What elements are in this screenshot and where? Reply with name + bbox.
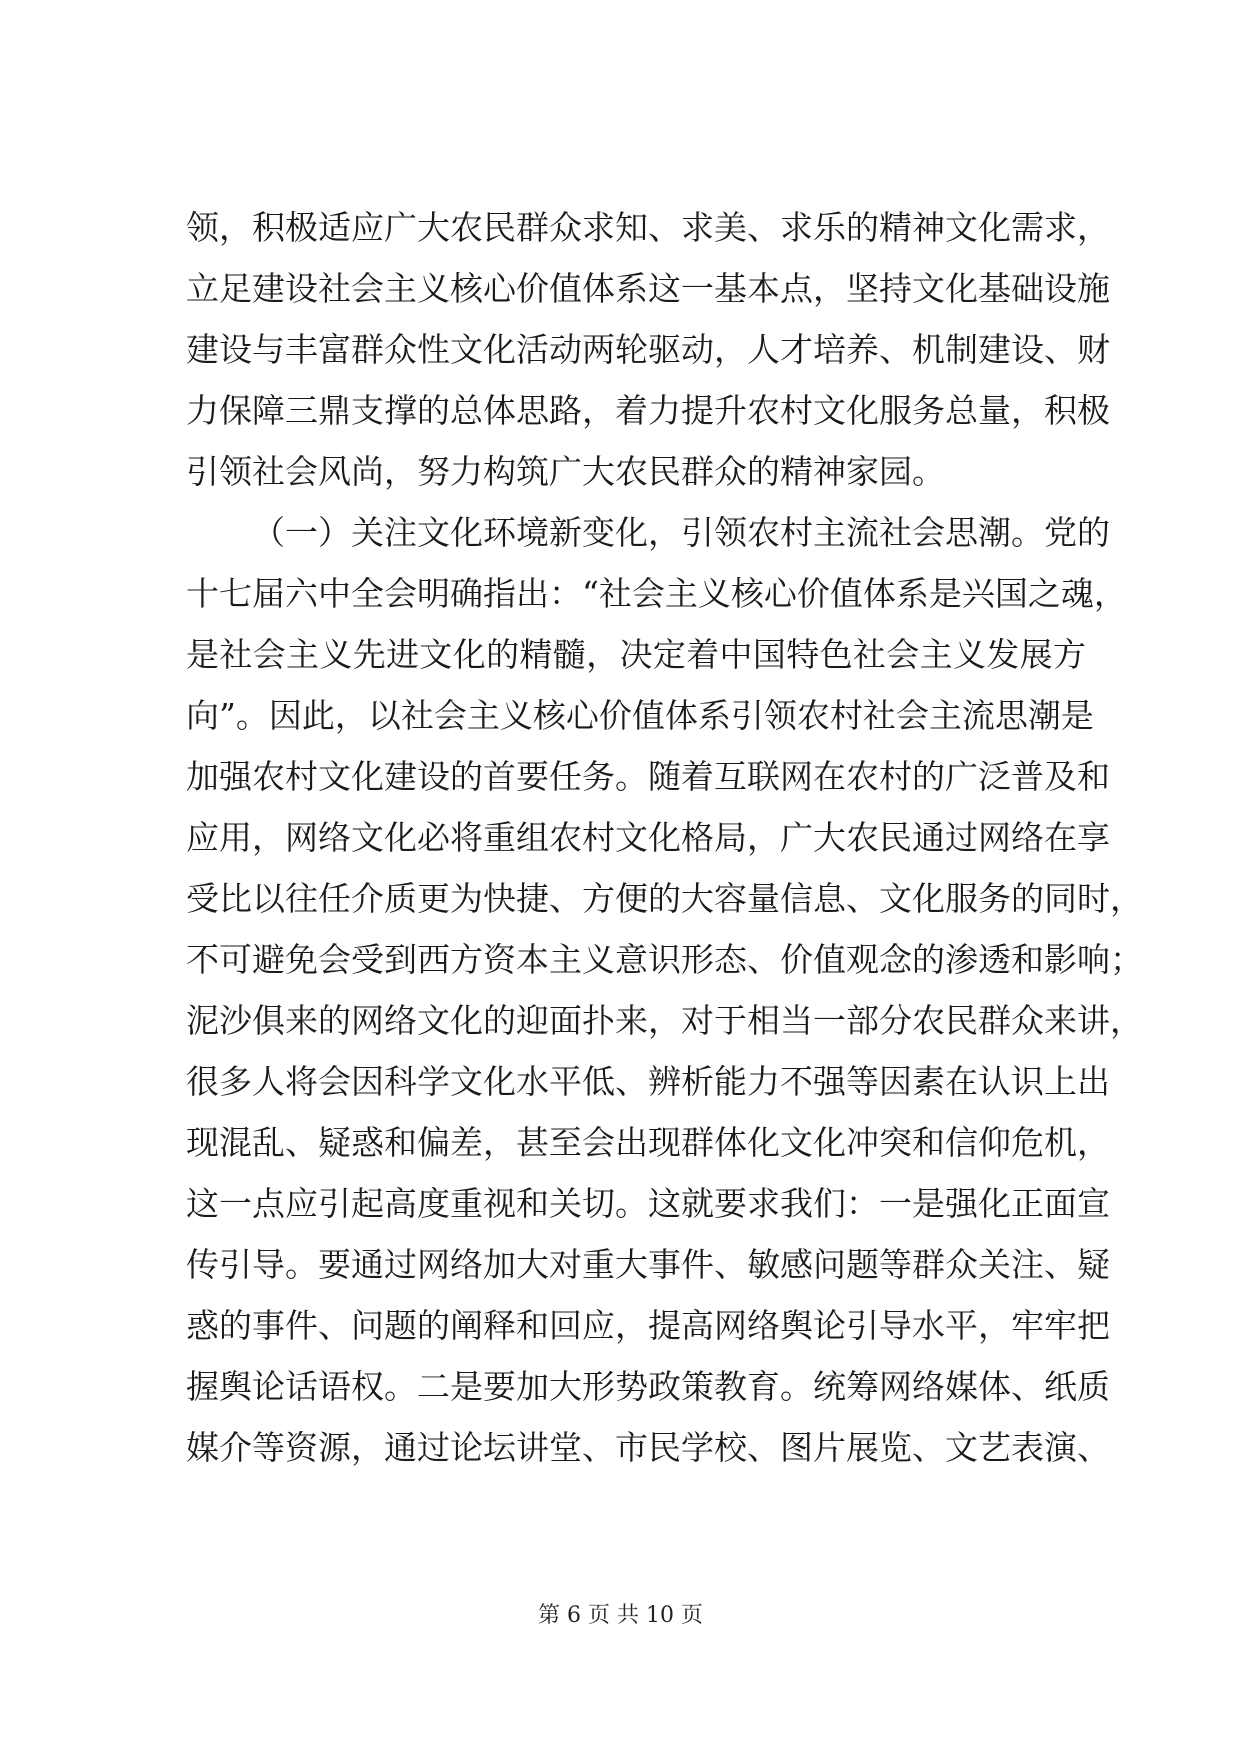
text-line: 建设与丰富群众性文化活动两轮驱动，人才培养、机制建设、财 xyxy=(186,330,1110,369)
text-line: 泥沙俱来的网络文化的迎面扑来，对于相当一部分农民群众来讲， xyxy=(186,1001,1143,1040)
text-line: 媒介等资源，通过论坛讲堂、市民学校、图片展览、文艺表演、 xyxy=(186,1428,1110,1467)
text-line: 现混乱、疑惑和偏差，甚至会出现群体化文化冲突和信仰危机， xyxy=(186,1123,1110,1162)
text-line: 向”。因此，以社会主义核心价值体系引领农村社会主流思潮是 xyxy=(186,696,1094,735)
text-line: 是社会主义先进文化的精髓，决定着中国特色社会主义发展方 xyxy=(186,635,1086,674)
text-line: 很多人将会因科学文化水平低、辨析能力不强等因素在认识上出 xyxy=(186,1062,1110,1101)
text-line: 应用，网络文化必将重组农村文化格局，广大农民通过网络在享 xyxy=(186,818,1110,857)
text-line: 惑的事件、问题的阐释和回应，提高网络舆论引导水平，牢牢把 xyxy=(186,1306,1110,1345)
text-line: 握舆论话语权。二是要加大形势政策教育。统筹网络媒体、纸质 xyxy=(186,1367,1110,1406)
text-line: 不可避免会受到西方资本主义意识形态、价值观念的渗透和影响； xyxy=(186,940,1143,979)
text-line: 加强农村文化建设的首要任务。随着互联网在农村的广泛普及和 xyxy=(186,757,1110,796)
text-line: 引领社会风尚，努力构筑广大农民群众的精神家园。 xyxy=(186,452,945,491)
page-footer: 第 6 页 共 10 页 xyxy=(538,1603,703,1628)
body-text xyxy=(186,197,1143,1478)
text-line: （一）关注文化环境新变化，引领农村主流社会思潮。党的 xyxy=(252,513,1110,552)
text-line: 传引导。要通过网络加大对重大事件、敏感问题等群众关注、疑 xyxy=(186,1245,1110,1284)
text-line: 立足建设社会主义核心价值体系这一基本点，坚持文化基础设施 xyxy=(186,269,1110,308)
text-line: 力保障三鼎支撑的总体思路，着力提升农村文化服务总量，积极 xyxy=(186,391,1110,430)
text-line: 这一点应引起高度重视和关切。这就要求我们：一是强化正面宣 xyxy=(186,1184,1110,1223)
text-line: 受比以往任介质更为快捷、方便的大容量信息、文化服务的同时， xyxy=(186,879,1143,918)
text-line: 十七届六中全会明确指出：“社会主义核心价值体系是兴国之魂， xyxy=(186,574,1127,613)
text-line: 领，积极适应广大农民群众求知、求美、求乐的精神文化需求， xyxy=(186,208,1110,247)
